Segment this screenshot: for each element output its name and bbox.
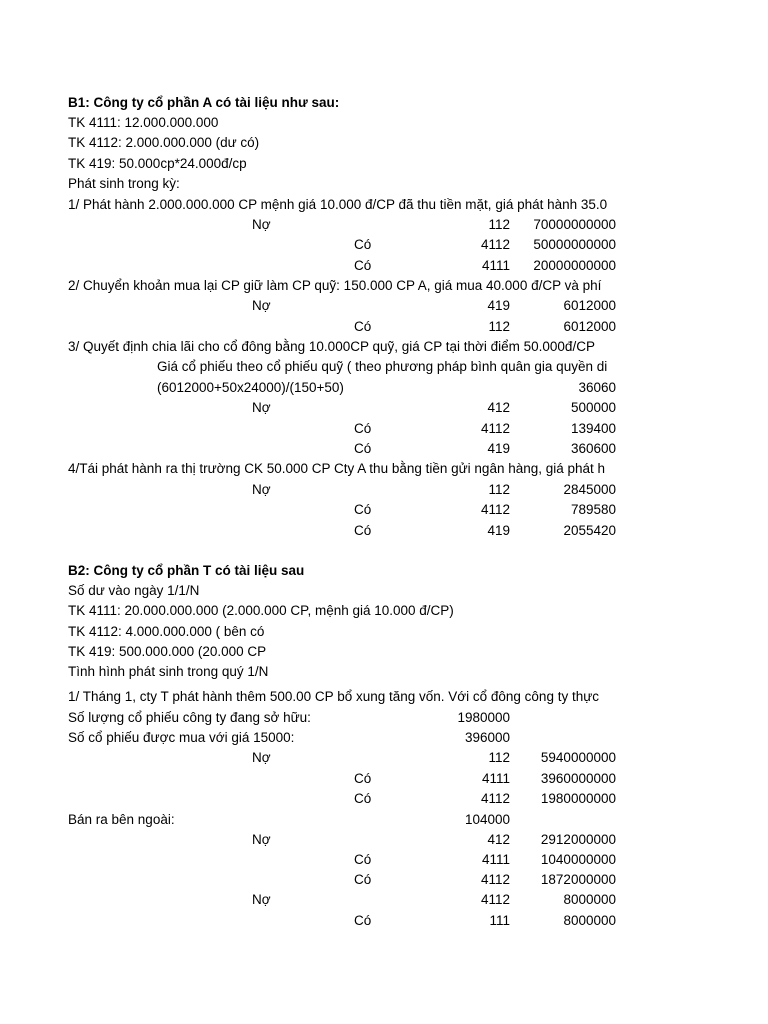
journal-entry-row <box>0 500 616 520</box>
b1-title: B1: Công ty cổ phần A có tài liệu như sau: <box>68 95 340 110</box>
entry-side: Có <box>354 421 372 436</box>
entry-amount: 360600 <box>570 441 616 456</box>
entry-account: 112 <box>488 750 510 765</box>
b2-op1-row <box>0 687 616 707</box>
entry-amount: 500000 <box>570 400 616 415</box>
b1-op1-row <box>0 195 616 215</box>
journal-entry-row <box>0 398 616 418</box>
journal-entry-row <box>0 890 616 910</box>
b1-line3: TK 419: 50.000cp*24.000đ/cp <box>68 156 247 171</box>
b2-line3: TK 4112: 4.000.000.000 ( bên có <box>68 624 265 639</box>
entry-amount: 2845000 <box>563 482 616 497</box>
entry-side: Có <box>354 791 372 806</box>
journal-entry-row <box>0 789 616 809</box>
entry-side: Nợ <box>252 217 271 232</box>
entry-amount: 1040000000 <box>540 852 616 867</box>
b2-line1-row <box>0 581 616 601</box>
journal-entry-row <box>0 296 616 316</box>
b1-op4-row <box>0 459 616 479</box>
entry-account: 111 <box>489 913 510 928</box>
entry-amount: 1872000000 <box>540 872 616 887</box>
b1-op2-text: 2/ Chuyển khoản mua lại CP giữ làm CP quỹ: 150.000 CP A, giá mua 40.000 đ/CP và phí <box>68 278 602 293</box>
entry-amount: 6012000 <box>563 319 616 334</box>
b1-op4-text: 4/Tái phát hành ra thị trường CK 50.000 CP Cty A thu bằng tiền gửi ngân hàng, giá phát h <box>68 461 606 476</box>
b2-title: B2: Công ty cổ phần T có tài liệu sau <box>68 563 305 578</box>
entry-account: 4112 <box>480 237 510 252</box>
journal-entry-row <box>0 256 616 276</box>
b1-line1: TK 4111: 12.000.000.000 <box>68 115 219 130</box>
entry-side: Có <box>354 502 372 517</box>
entry-account: 419 <box>487 441 510 456</box>
entry-side: Nợ <box>252 750 271 765</box>
entry-amount: 70000000000 <box>533 217 616 232</box>
journal-entry-row <box>0 850 616 870</box>
entry-side: Nợ <box>252 892 271 907</box>
b2-line4: TK 419: 500.000.000 (20.000 CP <box>68 644 267 659</box>
b2-line2-row <box>0 601 616 621</box>
entry-side: Có <box>354 852 372 867</box>
entry-account: 112 <box>488 217 510 232</box>
entry-side: Có <box>354 441 372 456</box>
entry-side: Có <box>354 319 372 334</box>
entry-account: 4112 <box>480 872 510 887</box>
b1-op3-note-row <box>0 357 616 377</box>
b2-line2: TK 4111: 20.000.000.000 (2.000.000 CP, mệnh giá 10.000 đ/CP) <box>68 603 454 618</box>
b2-line5-row <box>0 662 616 682</box>
entry-amount: 139400 <box>570 421 616 436</box>
b1-line4: Phát sinh trong kỳ: <box>68 176 180 191</box>
entry-amount: 20000000000 <box>533 258 616 273</box>
entry-account: 4112 <box>480 892 510 907</box>
b2-bought-label: Số cổ phiếu được mua với giá 15000: <box>68 730 295 745</box>
entry-account: 419 <box>487 298 510 313</box>
entry-side: Có <box>354 872 372 887</box>
b2-outside-row <box>0 810 616 830</box>
entry-amount: 2055420 <box>563 523 616 538</box>
b1-line4-row <box>0 174 616 194</box>
entry-amount: 8000000 <box>563 892 616 907</box>
entry-amount: 6012000 <box>563 298 616 313</box>
entry-amount: 2912000000 <box>540 832 616 847</box>
b2-line4-row <box>0 642 616 662</box>
b2-bought-row <box>0 728 616 748</box>
journal-entry-row <box>0 215 616 235</box>
entry-account: 412 <box>487 400 510 415</box>
entry-amount: 789580 <box>570 502 616 517</box>
b1-op3-text: 3/ Quyết định chia lãi cho cổ đông bằng 10.000CP quỹ, giá CP tại thời điểm 50.000đ/CP <box>68 339 595 354</box>
entry-account: 4111 <box>481 852 510 867</box>
entry-side: Nợ <box>252 482 271 497</box>
b1-op3-formula-result: 36060 <box>578 380 616 395</box>
b1-line3-row <box>0 154 616 174</box>
entry-side: Nợ <box>252 400 271 415</box>
b1-line2-row <box>0 133 616 153</box>
journal-entry-row <box>0 235 616 255</box>
b2-held-label: Số lượng cổ phiếu công ty đang sở hữu: <box>68 710 311 725</box>
b2-title-row <box>0 561 616 581</box>
b1-op3-note: Giá cổ phiếu theo cổ phiếu quỹ ( theo phương pháp bình quân gia quyền di <box>157 359 608 374</box>
journal-entry-row <box>0 748 616 768</box>
entry-amount: 3960000000 <box>540 771 616 786</box>
entry-side: Có <box>354 771 372 786</box>
journal-entry-row <box>0 419 616 439</box>
b2-outside-label: Bán ra bên ngoài: <box>68 812 175 827</box>
b2-line1: Số dư vào ngày 1/1/N <box>68 583 200 598</box>
entry-amount: 5940000000 <box>540 750 616 765</box>
journal-entry-row <box>0 911 616 931</box>
b1-op3-formula-row <box>0 378 616 398</box>
journal-entry-row <box>0 870 616 890</box>
b2-held-value: 1980000 <box>457 710 510 725</box>
b2-bought-value: 396000 <box>464 730 510 745</box>
entry-amount: 50000000000 <box>533 237 616 252</box>
entry-amount: 1980000000 <box>540 791 616 806</box>
b2-held-row <box>0 708 616 728</box>
entry-account: 4111 <box>481 771 510 786</box>
entry-side: Có <box>354 523 372 538</box>
journal-entry-row <box>0 439 616 459</box>
entry-account: 112 <box>488 319 510 334</box>
journal-entry-row <box>0 317 616 337</box>
b2-op1-text: 1/ Tháng 1, cty T phát hành thêm 500.00 CP bổ xung tăng vốn. Với cổ đông công ty thực <box>68 689 599 704</box>
entry-account: 412 <box>487 832 510 847</box>
b2-outside-value: 104000 <box>464 812 510 827</box>
b1-line1-row <box>0 113 616 133</box>
entry-account: 4112 <box>480 502 510 517</box>
entry-account: 419 <box>487 523 510 538</box>
b2-line3-row <box>0 622 616 642</box>
journal-entry-row <box>0 769 616 789</box>
entry-account: 4112 <box>480 791 510 806</box>
b1-op2-row <box>0 276 616 296</box>
b2-line5: Tình hình phát sinh trong quý 1/N <box>68 664 269 679</box>
b1-op3-formula: (6012000+50x24000)/(150+50) <box>157 380 344 395</box>
b1-line2: TK 4112: 2.000.000.000 (dư có) <box>68 135 260 150</box>
b1-op3-row <box>0 337 616 357</box>
journal-entry-row <box>0 830 616 850</box>
entry-side: Nợ <box>252 832 271 847</box>
entry-side: Có <box>354 237 372 252</box>
entry-side: Có <box>354 913 372 928</box>
journal-entry-row <box>0 521 616 541</box>
entry-account: 112 <box>488 482 510 497</box>
entry-side: Có <box>354 258 372 273</box>
b1-op1-text: 1/ Phát hành 2.000.000.000 CP mệnh giá 10.000 đ/CP đã thu tiền mặt, giá phát hành 35.0 <box>68 197 608 212</box>
journal-entry-row <box>0 480 616 500</box>
entry-amount: 8000000 <box>563 913 616 928</box>
entry-account: 4111 <box>481 258 510 273</box>
entry-account: 4112 <box>480 421 510 436</box>
entry-side: Nợ <box>252 298 271 313</box>
b1-title-row <box>0 93 616 113</box>
